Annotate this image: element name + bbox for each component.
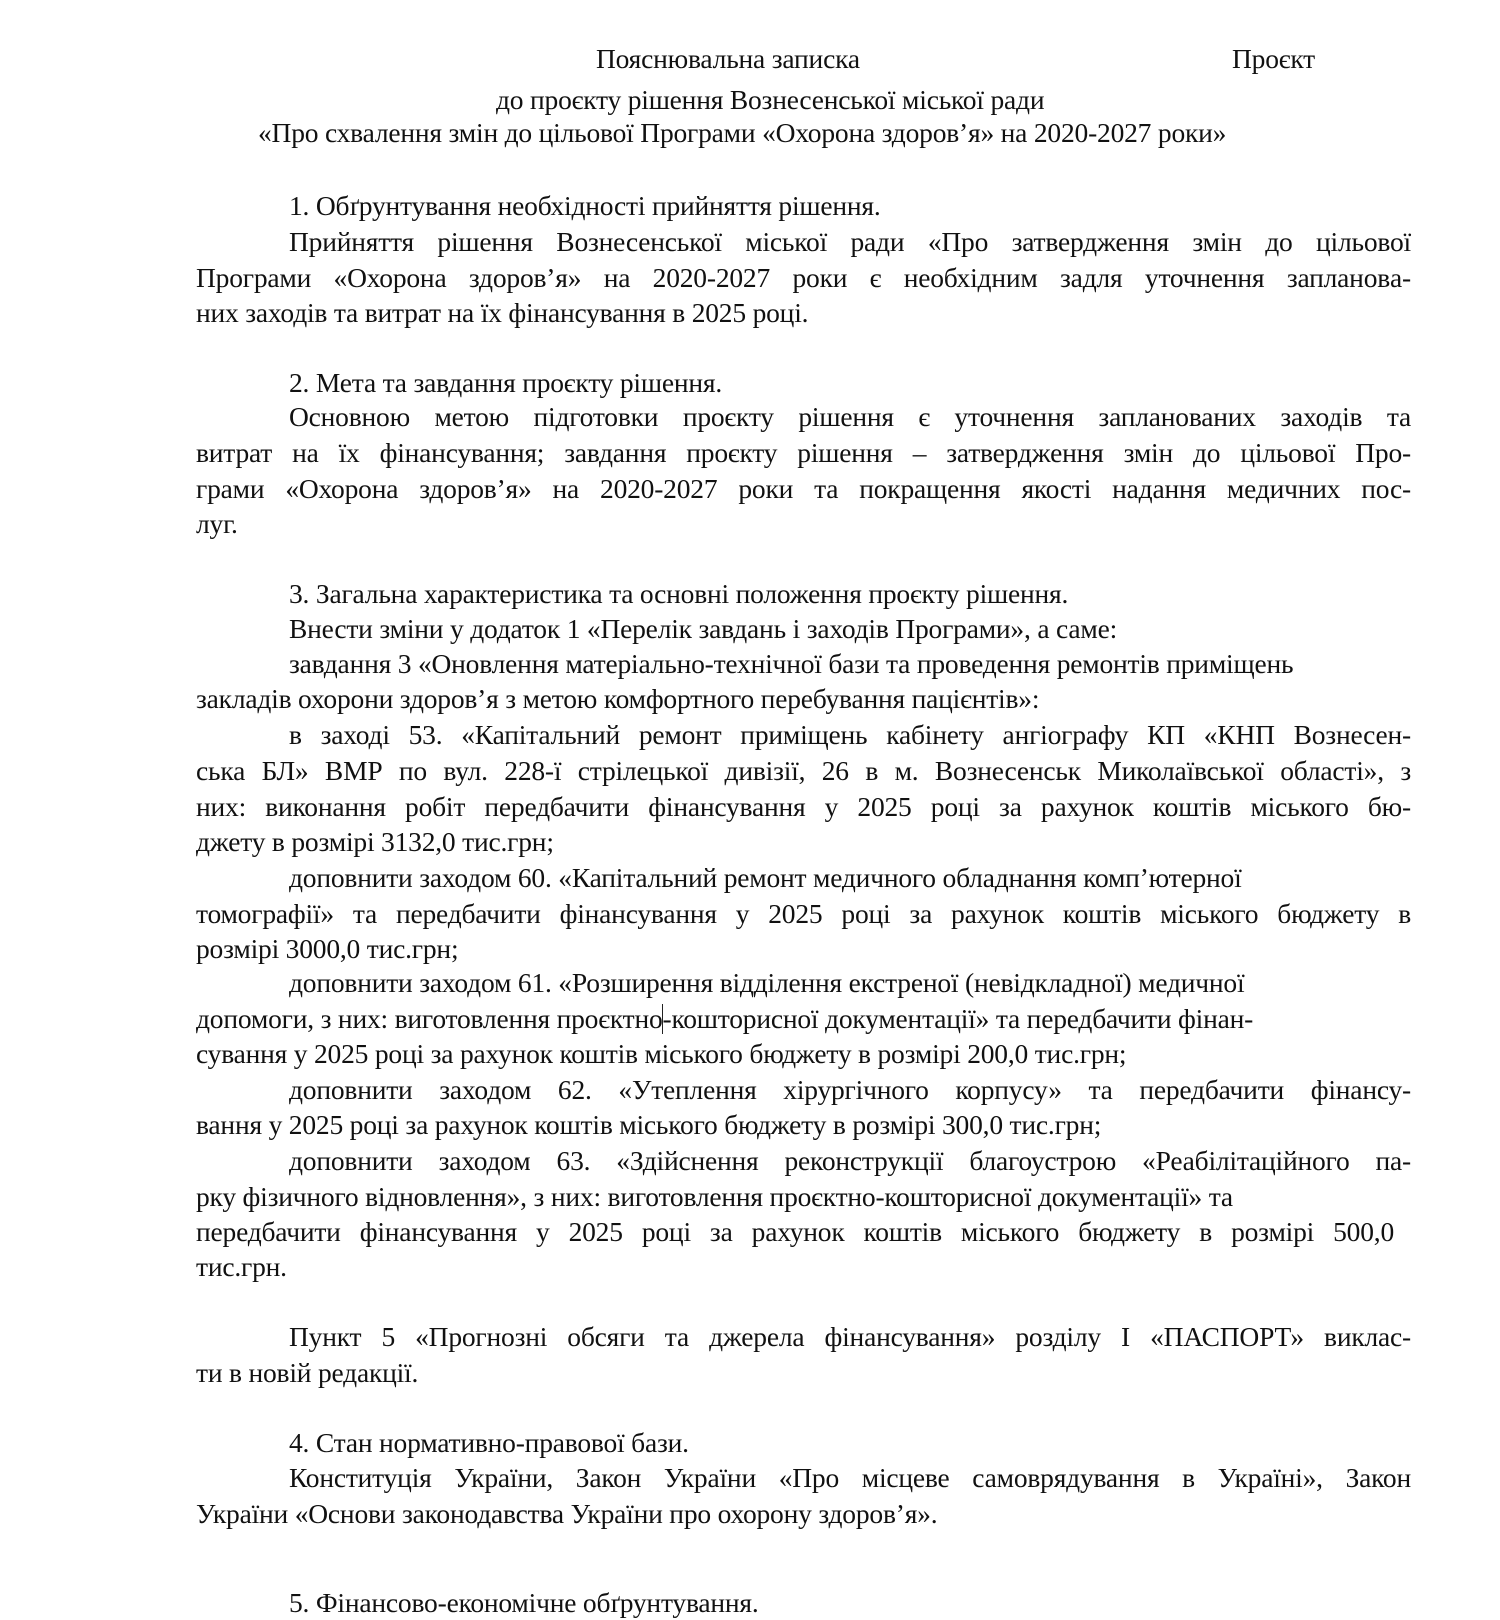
section-1-heading: 1. Обґрунтування необхідності прийняття рішення. xyxy=(289,190,881,221)
measure-61-line xyxy=(196,1002,1411,1036)
measure-63-line: тис.грн. xyxy=(196,1251,287,1282)
section-5-heading: 5. Фінансово-економічне обґрунтування. xyxy=(289,1587,759,1618)
section-4-heading: 4. Стан нормативно-правової бази. xyxy=(289,1427,689,1458)
measure-53-line: ська БЛ» ВМР по вул. 228-ї стрілецької дивізії, 26 в м. Вознесенськ Миколаївської області», з xyxy=(196,755,1411,786)
measure-61-text: -кошторисної документації» та передбачити фінан- xyxy=(662,1003,1254,1034)
measure-62-line: доповнити заходом 62. «Утеплення хірургічного корпусу» та передбачити фінансу- xyxy=(289,1074,1411,1105)
measure-53-line: в заході 53. «Капітальний ремонт приміщень кабінету ангіографу КП «КНП Вознесен- xyxy=(289,719,1411,750)
measure-61-text: допомоги, з них: виготовлення проєктно xyxy=(196,1003,663,1034)
section-1-text-line: Прийняття рішення Вознесенської міської ради «Про затвердження змін до цільової xyxy=(289,226,1411,257)
section-3-intro: Внести зміни у додаток 1 «Перелік завдань і заходів Програми», а саме: xyxy=(289,613,1118,644)
document-subtitle: до проєкту рішення Вознесенської міської ради xyxy=(496,84,1045,115)
measure-60-line: томографії» та передбачити фінансування у 2025 році за рахунок коштів міського бюджету в xyxy=(196,898,1411,929)
measure-63-line: рку фізичного відновлення», з них: виготовлення проєктно-кошторисної документації» та xyxy=(196,1181,1233,1212)
passport-line: ти в новій редакції. xyxy=(196,1357,419,1388)
measure-62-line: вання у 2025 році за рахунок коштів міського бюджету в розмірі 300,0 тис.грн; xyxy=(196,1109,1102,1140)
section-2-text-line: луг. xyxy=(196,508,238,539)
section-4-text-line: України «Основи законодавства України про охорону здоров’я». xyxy=(196,1498,938,1529)
measure-61-line: сування у 2025 році за рахунок коштів міського бюджету в розмірі 200,0 тис.грн; xyxy=(196,1038,1127,1069)
task-3-line: завдання 3 «Оновлення матеріально-технічної бази та проведення ремонтів приміщень xyxy=(289,648,1294,679)
measure-53-line: джету в розмірі 3132,0 тис.грн; xyxy=(196,826,554,857)
section-1-text-line: них заходів та витрат на їх фінансування в 2025 році. xyxy=(196,297,809,328)
section-1-text-line: Програми «Охорона здоров’я» на 2020-2027 роки є необхідним задля уточнення заплановa- xyxy=(196,262,1411,293)
draft-stamp: Проєкт xyxy=(1232,43,1315,74)
section-2-heading: 2. Мета та завдання проєкту рішення. xyxy=(289,367,723,398)
document-title: Пояснювальна записка xyxy=(596,43,860,74)
section-2-text-line: грами «Охорона здоров’я» на 2020-2027 роки та покращення якості надання медичних пос- xyxy=(196,473,1411,504)
decision-title: «Про схвалення змін до цільової Програми «Охорона здоров’я» на 2020-2027 роки» xyxy=(258,117,1227,148)
measure-53-line: них: виконання робіт передбачити фінансування у 2025 році за рахунок коштів міського бю- xyxy=(196,791,1411,822)
section-3-heading: 3. Загальна характеристика та основні положення проєкту рішення. xyxy=(289,578,1069,609)
task-3-line: закладів охорони здоров’я з метою комфортного перебування пацієнтів»: xyxy=(196,683,1040,714)
section-4-text-line: Конституція України, Закон України «Про місцеве самоврядування в Україні», Закон xyxy=(289,1462,1411,1493)
measure-60-line: доповнити заходом 60. «Капітальний ремонт медичного обладнання комп’ютерної xyxy=(289,862,1242,893)
measure-61-line: доповнити заходом 61. «Розширення відділення екстреної (невідкладної) медичної xyxy=(289,967,1245,998)
section-2-text-line: витрат на їх фінансування; завдання проєкту рішення – затвердження змін до цільової Про- xyxy=(196,437,1411,468)
measure-63-line: передбачити фінансування у 2025 році за рахунок коштів міського бюджету в розмірі 500,0 xyxy=(196,1216,1394,1247)
measure-60-line: розмірі 3000,0 тис.грн; xyxy=(196,933,459,964)
section-2-text-line: Основною метою підготовки проєкту рішення є уточнення запланованих заходів та xyxy=(289,401,1411,432)
measure-63-line: доповнити заходом 63. «Здійснення реконструкції благоустрою «Реабілітаційного па- xyxy=(289,1145,1411,1176)
passport-line: Пункт 5 «Прогнозні обсяги та джерела фінансування» розділу І «ПАСПОРТ» виклас- xyxy=(289,1321,1411,1352)
